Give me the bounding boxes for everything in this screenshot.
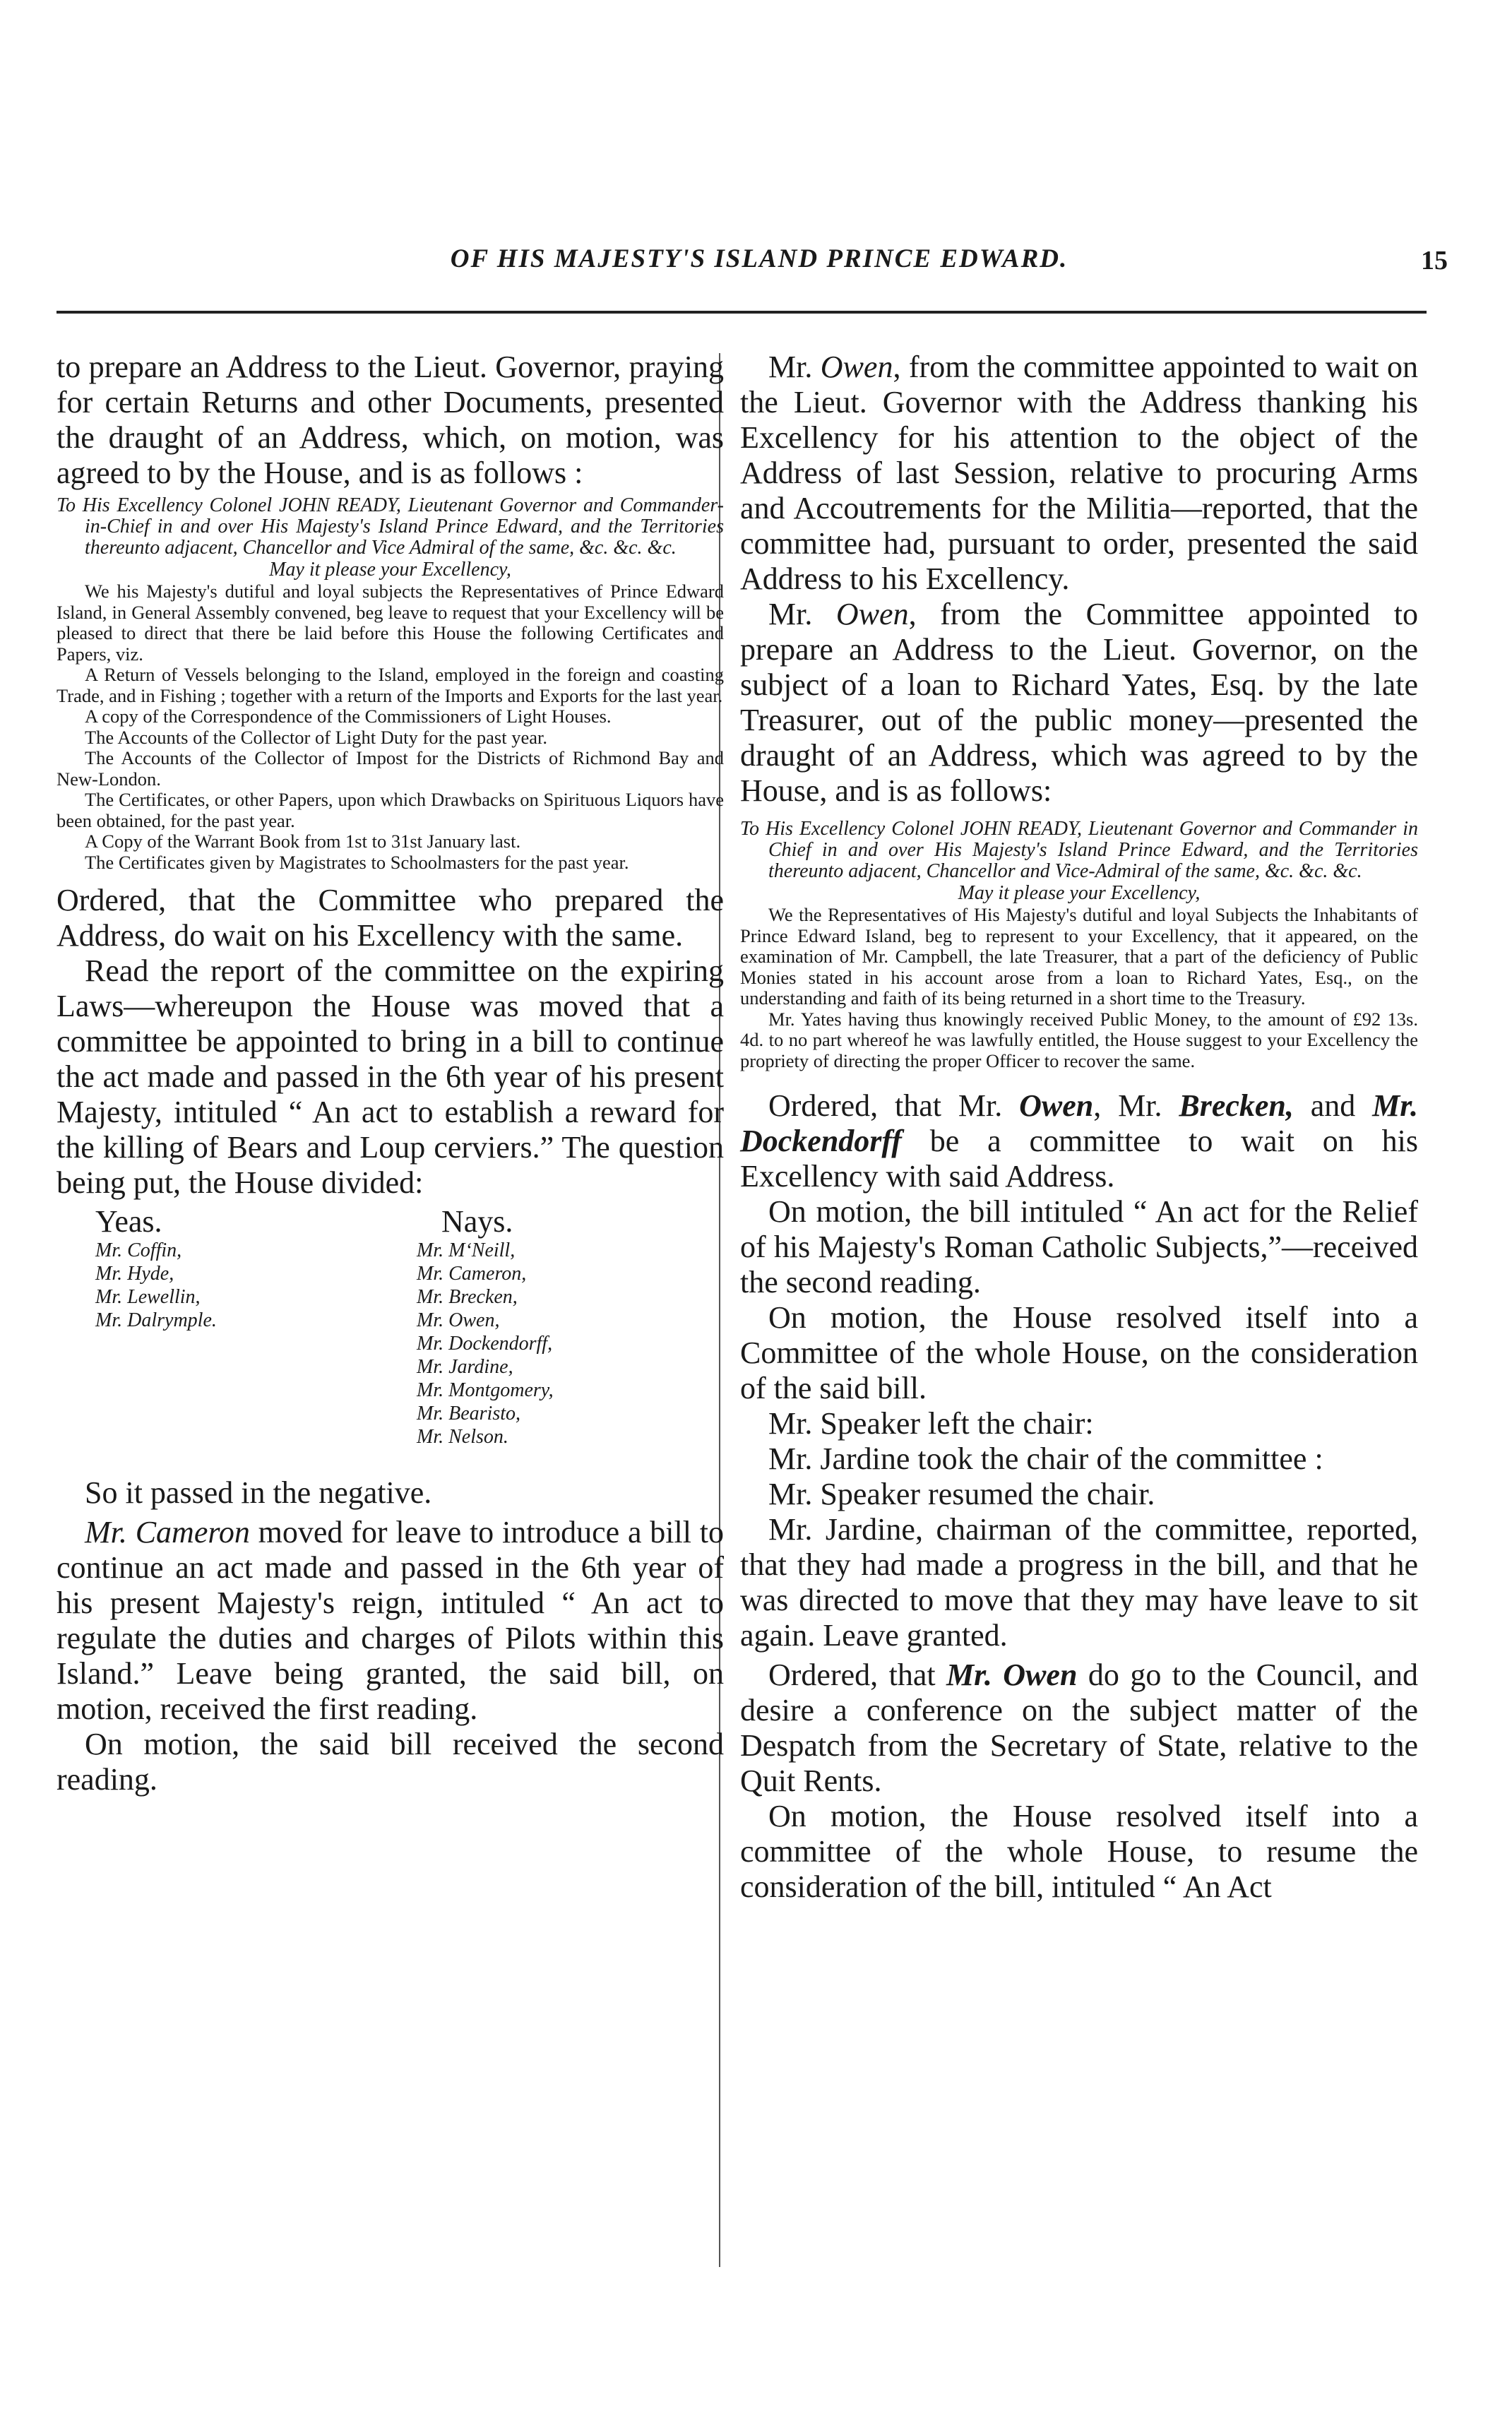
nay-member: Mr. Owen,: [417, 1309, 500, 1331]
address-paragraph: The Certificates given by Magistrates to Schoolmasters for the past year.: [85, 851, 629, 873]
address-salutation: May it please your Excellency,: [269, 559, 511, 581]
nays-heading: Nays.: [441, 1204, 513, 1239]
yeas-list: [95, 1239, 217, 1332]
nay-member: Mr. M‘Neill,: [417, 1239, 516, 1261]
nay-member: Mr. Jardine,: [417, 1356, 513, 1378]
second-reading-paragraph: On motion, the said bill received the second reading.: [56, 1727, 724, 1797]
resume-paragraph: On motion, the House resolved itself into a committee of the whole House, to resume the consideration of the bill, intituled “ An Act: [740, 1799, 1418, 1904]
intro-paragraph: to prepare an Address to the Lieut. Governor, praying for certain Returns and other Documents, presented the draught of an Address, which, on motion, was agreed to by the House, and is as follows :: [56, 350, 724, 490]
nay-member: Mr. Dockendorff,: [417, 1333, 553, 1355]
speaker-resumed-line: Mr. Speaker resumed the chair.: [768, 1477, 1155, 1511]
report-paragraph: Read the report of the committee on the expiring Laws—whereupon the House was moved that a committee be appointed to bring in a bill to continue the act made and passed in the 6th year of his present Majesty, intituled “ An act to establish a reward for the killing of Bears and Loup cerviers.” The question being put, the House divided:: [56, 953, 724, 1200]
member-name: Owen: [1019, 1088, 1094, 1123]
yea-member: Mr. Hyde,: [95, 1263, 174, 1285]
negative-line: So it passed in the negative.: [85, 1475, 432, 1510]
member-name: Mr. Owen: [946, 1658, 1078, 1692]
yeas-heading: Yeas.: [95, 1204, 162, 1239]
owen-report-paragraph: [740, 350, 1418, 597]
nay-member: Mr. Bearisto,: [417, 1403, 520, 1424]
right-column: [740, 350, 1418, 1905]
text-run: and: [1293, 1088, 1373, 1123]
text-run: do go to the Council, and desire a conference on the subject matter of the Despatch from the Secretary of State, relative to the Quit Rents.: [740, 1658, 1418, 1798]
text-run: Mr.: [768, 597, 836, 631]
yea-member: Mr. Dalrymple.: [95, 1309, 217, 1331]
address-paragraph: A Return of Vessels belonging to the Island, employed in the foreign and coasting Trade, and in Fishing ; together with a return of the Imports and Exports for the last year.: [56, 664, 724, 706]
header-rule: [56, 311, 1427, 314]
owen-address-paragraph: [740, 597, 1418, 809]
bill-reading-paragraph: On motion, the bill intituled “ An act for the Relief of his Majesty's Roman Catholic Subjects,”—received the second reading.: [740, 1194, 1418, 1299]
jardine-report-paragraph: Mr. Jardine, chairman of the committee, reported, that they had made a progress in the bill, and that he was directed to move that they may have leave to sit again. Leave granted.: [740, 1512, 1418, 1653]
member-name: Brecken,: [1179, 1088, 1294, 1123]
nay-member: Mr. Cameron,: [417, 1263, 527, 1285]
yea-member: Mr. Lewellin,: [95, 1286, 201, 1308]
address-paragraph: We his Majesty's dutiful and loyal subjects the Representatives of Prince Edward Island, in General Assembly convened, beg leave to request that your Excellency will be pleased to direct that there be laid before this House the following Certificates and Papers, viz.: [56, 581, 724, 665]
text-run: Mr.: [768, 350, 821, 384]
address-salutation: May it please your Excellency,: [958, 882, 1201, 904]
page-number: 15: [1421, 246, 1448, 275]
jardine-chair-line: Mr. Jardine took the chair of the committee :: [768, 1441, 1323, 1476]
left-column: [56, 350, 724, 1797]
address-heading: To His Excellency Colonel JOHN READY, Lieutenant Governor and Commander in Chief in and over His Majesty's Island Prince Edward, and the Territories thereunto adjacent, Chancellor and Vice-Admiral of the same, &c. &c. &c.: [740, 818, 1418, 882]
text-run: , Mr.: [1093, 1088, 1179, 1123]
text-run: , from the committee appointed to wait on the Lieut. Governor with the Address thanking his Excellency for his attention to the object of the Address of last Session, relative to procuring Arms and Accoutrements for the Militia—reported, that the committee had, pursuant to order, presented the said Address to his Excellency.: [740, 350, 1418, 596]
address-paragraph: A copy of the Correspondence of the Commissioners of Light Houses.: [85, 706, 612, 727]
ordered-paragraph: Ordered, that the Committee who prepared the Address, do wait on his Excellency with the same.: [56, 883, 724, 953]
address-paragraph: The Accounts of the Collector of Impost for the Districts of Richmond Bay and New-London.: [56, 747, 724, 790]
member-name: Owen: [820, 350, 893, 384]
address-heading: To His Excellency Colonel JOHN READY, Lieutenant Governor and Commander-in-Chief in and over His Majesty's Island Prince Edward, and the Territories thereunto adjacent, Chancellor and Vice Admiral of the same, &c. &c. &c.: [56, 494, 724, 559]
text-run: Ordered, that: [768, 1658, 947, 1692]
nays-list: [417, 1239, 554, 1449]
address-paragraph: We the Representatives of His Majesty's dutiful and loyal Subjects the Inhabitants of Prince Edward Island, beg to represent to your Excellency, that it appeared, on the examination of Mr. Campbell, the late Treasurer, that a part of the deficiency of Public Monies stated in his account arose from a loan to Richard Yates, Esq., on the understanding and faith of its being returned in a short time to the Treasury.: [740, 904, 1418, 1009]
cameron-paragraph: [56, 1515, 724, 1727]
division-heads: [56, 1203, 724, 1239]
member-name: Mr. Cameron: [85, 1515, 250, 1549]
yea-member: Mr. Coffin,: [95, 1239, 182, 1261]
text-run: be a committee to wait on his Excellency with said Address.: [740, 1124, 1418, 1194]
text-run: Ordered, that Mr.: [768, 1088, 1020, 1123]
address-paragraph: The Certificates, or other Papers, upon which Drawbacks on Spirituous Liquors have been obtained, for the past year.: [56, 789, 724, 831]
running-title: OF HIS MAJESTY'S ISLAND PRINCE EDWARD.: [450, 244, 1068, 273]
council-paragraph: [740, 1658, 1418, 1799]
member-name: Owen: [835, 597, 909, 631]
cameron-text: moved for leave to introduce a bill to continue an act made and passed in the 6th year of his present Majesty's reign, intituled “ An act to regulate the duties and charges of Pilots within this Island.” Leave being granted, the said bill, on motion, received the first reading.: [56, 1515, 725, 1726]
nay-member: Mr. Montgomery,: [417, 1379, 554, 1401]
text-run: , from the Committee appointed to prepare an Address to the Lieut. Governor, on the subject of a loan to Richard Yates, Esq. by the late Treasurer, out of the public money—presented the draught of an Address, which was agreed to by the House, and is as follows:: [740, 597, 1418, 808]
nay-member: Mr. Nelson.: [417, 1426, 508, 1448]
committee-whole-paragraph: On motion, the House resolved itself into a Committee of the whole House, on the consideration of the said bill.: [740, 1300, 1418, 1405]
division-list: [56, 1203, 724, 1475]
nay-member: Mr. Brecken,: [417, 1286, 518, 1308]
address-paragraph: Mr. Yates having thus knowingly received Public Money, to the amount of £92 13s. 4d. to no part whereof he was lawfully entitled, the House suggest to your Excellency the propriety of directing the proper Officer to recover the same.: [740, 1008, 1418, 1071]
ordered-committee-paragraph: [740, 1088, 1418, 1194]
running-head: [56, 244, 1462, 286]
address-paragraph: The Accounts of the Collector of Light Duty for the past year.: [85, 726, 547, 748]
speaker-left-line: Mr. Speaker left the chair:: [768, 1406, 1094, 1441]
address-paragraph: A Copy of the Warrant Book from 1st to 31st January last.: [85, 831, 521, 852]
member-name: Mr. Dockendorff: [740, 1088, 1418, 1158]
